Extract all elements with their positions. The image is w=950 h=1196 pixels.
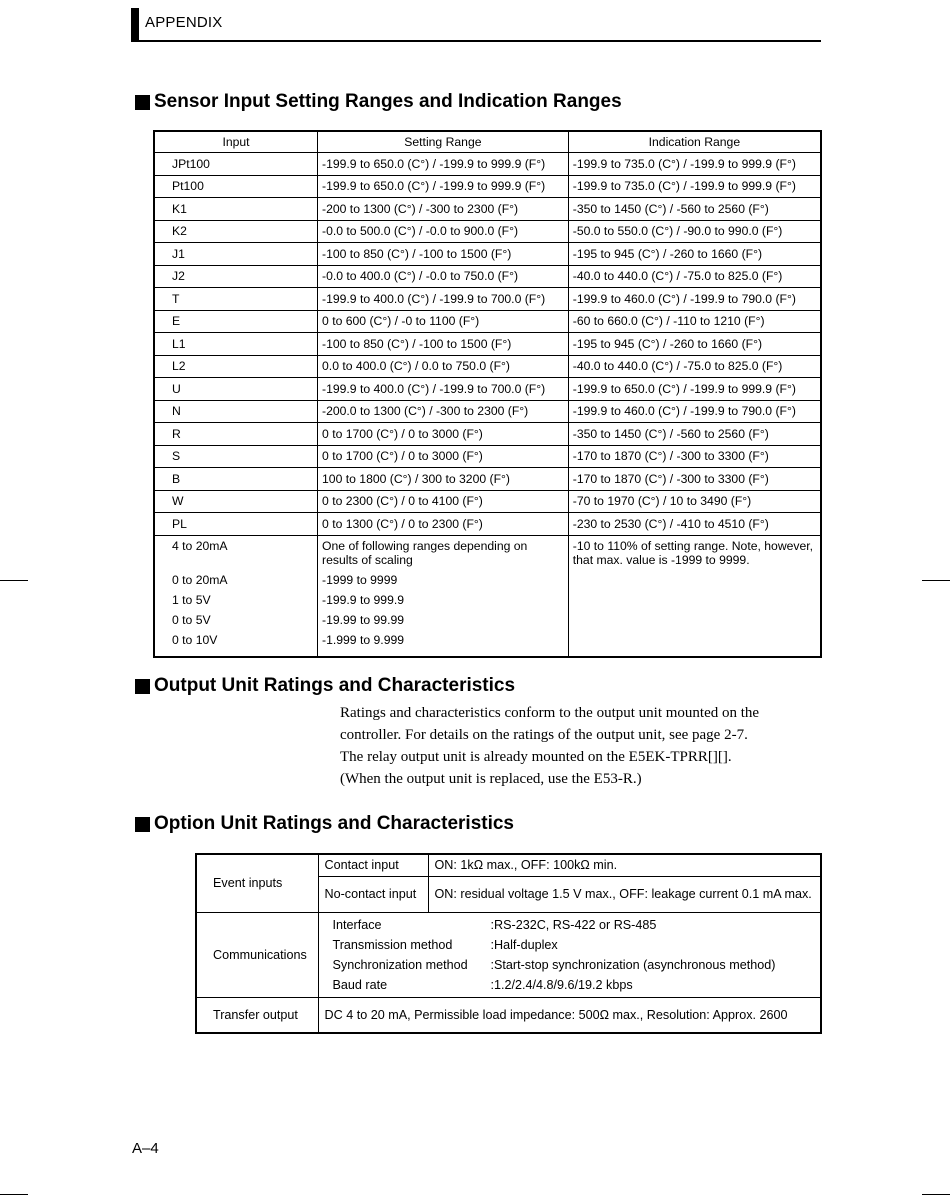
table-row: [196, 912, 821, 997]
table-row: [154, 175, 821, 198]
setting-range-cell: 0 to 600 (C°) / -0 to 1100 (F°): [318, 310, 569, 333]
communications-values: [318, 912, 821, 997]
table-row-analog: [154, 535, 821, 657]
indication-range-cell: -199.9 to 735.0 (C°) / -199.9 to 999.9 (F°): [568, 175, 821, 198]
table-row: [154, 355, 821, 378]
analog-indication-cell: -10 to 110% of setting range. Note, however, that max. value is -1999 to 9999.: [568, 535, 821, 657]
section-bullet-icon: [135, 679, 150, 694]
section-title-option: Option Unit Ratings and Characteristics: [135, 813, 514, 835]
indication-range-cell: -199.9 to 460.0 (C°) / -199.9 to 790.0 (F°): [568, 400, 821, 423]
event-inputs-label: Event inputs: [196, 854, 318, 912]
column-header: Input: [154, 131, 318, 153]
nocontact-input-value: ON: residual voltage 1.5 V max., OFF: leakage current 0.1 mA max.: [428, 876, 821, 912]
indication-range-cell: -40.0 to 440.0 (C°) / -75.0 to 825.0 (F°): [568, 355, 821, 378]
page-header-title: APPENDIX: [145, 14, 223, 31]
analog-settings-cell: One of following ranges depending on results of scaling -1999 to 9999 -199.9 to 999.9 -19.99 to 99.99 -1.999 to 9.999: [318, 535, 569, 657]
sensor-range-table: [153, 130, 822, 658]
transfer-output-label: Transfer output: [196, 997, 318, 1033]
nocontact-input-label: No-contact input: [318, 876, 428, 912]
setting-range-cell: 0 to 1700 (C°) / 0 to 3000 (F°): [318, 445, 569, 468]
setting-range-cell: 0.0 to 400.0 (C°) / 0.0 to 750.0 (F°): [318, 355, 569, 378]
setting-range-cell: -199.9 to 400.0 (C°) / -199.9 to 700.0 (F°): [318, 288, 569, 311]
input-cell: E: [154, 310, 318, 333]
table-row: [154, 378, 821, 401]
input-cell: L1: [154, 333, 318, 356]
table-row: [154, 310, 821, 333]
comm-item: Synchronization method :Start-stop synchronization (asynchronous method): [332, 957, 776, 972]
table-row: [154, 400, 821, 423]
input-cell: B: [154, 468, 318, 491]
indication-range-cell: -195 to 945 (C°) / -260 to 1660 (F°): [568, 243, 821, 266]
indication-range-cell: -60 to 660.0 (C°) / -110 to 1210 (F°): [568, 310, 821, 333]
section-bullet-icon: [135, 95, 150, 110]
table-row: [154, 265, 821, 288]
input-cell: L2: [154, 355, 318, 378]
table-row: [154, 198, 821, 221]
setting-range-cell: -199.9 to 650.0 (C°) / -199.9 to 999.9 (F°): [318, 175, 569, 198]
table-row: [154, 468, 821, 491]
input-cell: U: [154, 378, 318, 401]
indication-range-cell: -350 to 1450 (C°) / -560 to 2560 (F°): [568, 198, 821, 221]
setting-range-cell: -100 to 850 (C°) / -100 to 1500 (F°): [318, 333, 569, 356]
comm-item: Baud rate :1.2/2.4/4.8/9.6/19.2 kbps: [332, 977, 633, 992]
setting-range-cell: -199.9 to 400.0 (C°) / -199.9 to 700.0 (F°): [318, 378, 569, 401]
contact-input-value: ON: 1kΩ max., OFF: 100kΩ min.: [428, 854, 821, 876]
table-row: [154, 445, 821, 468]
option-unit-table: [195, 853, 822, 1034]
column-header: Indication Range: [568, 131, 821, 153]
input-cell: J2: [154, 265, 318, 288]
section-bullet-icon: [135, 817, 150, 832]
setting-range-cell: -200.0 to 1300 (C°) / -300 to 2300 (F°): [318, 400, 569, 423]
table-row: [154, 243, 821, 266]
header-bar: [131, 8, 139, 42]
input-cell: JPt100: [154, 153, 318, 176]
input-cell: R: [154, 423, 318, 446]
crop-mark-bottom-right: [922, 1194, 950, 1195]
setting-range-cell: 100 to 1800 (C°) / 300 to 3200 (F°): [318, 468, 569, 491]
setting-range-cell: 0 to 1700 (C°) / 0 to 3000 (F°): [318, 423, 569, 446]
table-row: [154, 220, 821, 243]
input-cell: PL: [154, 513, 318, 536]
crop-mark-right: [922, 580, 950, 581]
setting-range-cell: -200 to 1300 (C°) / -300 to 2300 (F°): [318, 198, 569, 221]
indication-range-cell: -170 to 1870 (C°) / -300 to 3300 (F°): [568, 445, 821, 468]
input-cell: S: [154, 445, 318, 468]
indication-range-cell: -40.0 to 440.0 (C°) / -75.0 to 825.0 (F°): [568, 265, 821, 288]
setting-range-cell: 0 to 1300 (C°) / 0 to 2300 (F°): [318, 513, 569, 536]
indication-range-cell: -230 to 2530 (C°) / -410 to 4510 (F°): [568, 513, 821, 536]
section-title-sensor: Sensor Input Setting Ranges and Indication Ranges: [135, 91, 622, 113]
table-row: [154, 513, 821, 536]
communications-label: Communications: [196, 912, 318, 997]
input-cell: Pt100: [154, 175, 318, 198]
table-row: [196, 854, 821, 876]
contact-input-label: Contact input: [318, 854, 428, 876]
header-rule: [131, 40, 821, 42]
table-row: [196, 997, 821, 1033]
input-cell: J1: [154, 243, 318, 266]
table-row: [154, 153, 821, 176]
comm-item: Transmission method :Half-duplex: [332, 937, 558, 952]
comm-item: Interface :RS-232C, RS-422 or RS-485: [332, 917, 657, 932]
table-header-row: [154, 131, 821, 153]
crop-mark-left: [0, 580, 28, 581]
output-paragraph: Ratings and characteristics conform to the output unit mounted on the controller. For details on the ratings of the output unit, see page 2-7. The relay output unit is already mounted on the E5EK-TPRR[][]. (When the output unit is replaced, use the E53-R.): [340, 705, 760, 787]
setting-range-cell: -199.9 to 650.0 (C°) / -199.9 to 999.9 (F°): [318, 153, 569, 176]
input-cell: K1: [154, 198, 318, 221]
setting-range-cell: -0.0 to 500.0 (C°) / -0.0 to 900.0 (F°): [318, 220, 569, 243]
indication-range-cell: -199.9 to 460.0 (C°) / -199.9 to 790.0 (F°): [568, 288, 821, 311]
table-row: [154, 490, 821, 513]
setting-range-cell: 0 to 2300 (C°) / 0 to 4100 (F°): [318, 490, 569, 513]
table-row: [154, 333, 821, 356]
indication-range-cell: -199.9 to 650.0 (C°) / -199.9 to 999.9 (F°): [568, 378, 821, 401]
table-row: [154, 423, 821, 446]
page-number: A–4: [132, 1140, 159, 1157]
indication-range-cell: -350 to 1450 (C°) / -560 to 2560 (F°): [568, 423, 821, 446]
setting-range-cell: -100 to 850 (C°) / -100 to 1500 (F°): [318, 243, 569, 266]
indication-range-cell: -170 to 1870 (C°) / -300 to 3300 (F°): [568, 468, 821, 491]
input-cell: T: [154, 288, 318, 311]
indication-range-cell: -199.9 to 735.0 (C°) / -199.9 to 999.9 (F°): [568, 153, 821, 176]
indication-range-cell: -70 to 1970 (C°) / 10 to 3490 (F°): [568, 490, 821, 513]
input-cell: N: [154, 400, 318, 423]
table-row: [154, 288, 821, 311]
indication-range-cell: -195 to 945 (C°) / -260 to 1660 (F°): [568, 333, 821, 356]
analog-inputs-cell: 4 to 20mA 0 to 20mA 1 to 5V 0 to 5V 0 to 10V: [154, 535, 318, 657]
input-cell: K2: [154, 220, 318, 243]
column-header: Setting Range: [318, 131, 569, 153]
section-title-output: Output Unit Ratings and Characteristics: [135, 675, 515, 697]
input-cell: W: [154, 490, 318, 513]
setting-range-cell: -0.0 to 400.0 (C°) / -0.0 to 750.0 (F°): [318, 265, 569, 288]
crop-mark-bottom-left: [0, 1194, 28, 1195]
indication-range-cell: -50.0 to 550.0 (C°) / -90.0 to 990.0 (F°): [568, 220, 821, 243]
transfer-output-value: DC 4 to 20 mA, Permissible load impedance: 500Ω max., Resolution: Approx. 2600: [318, 997, 821, 1033]
